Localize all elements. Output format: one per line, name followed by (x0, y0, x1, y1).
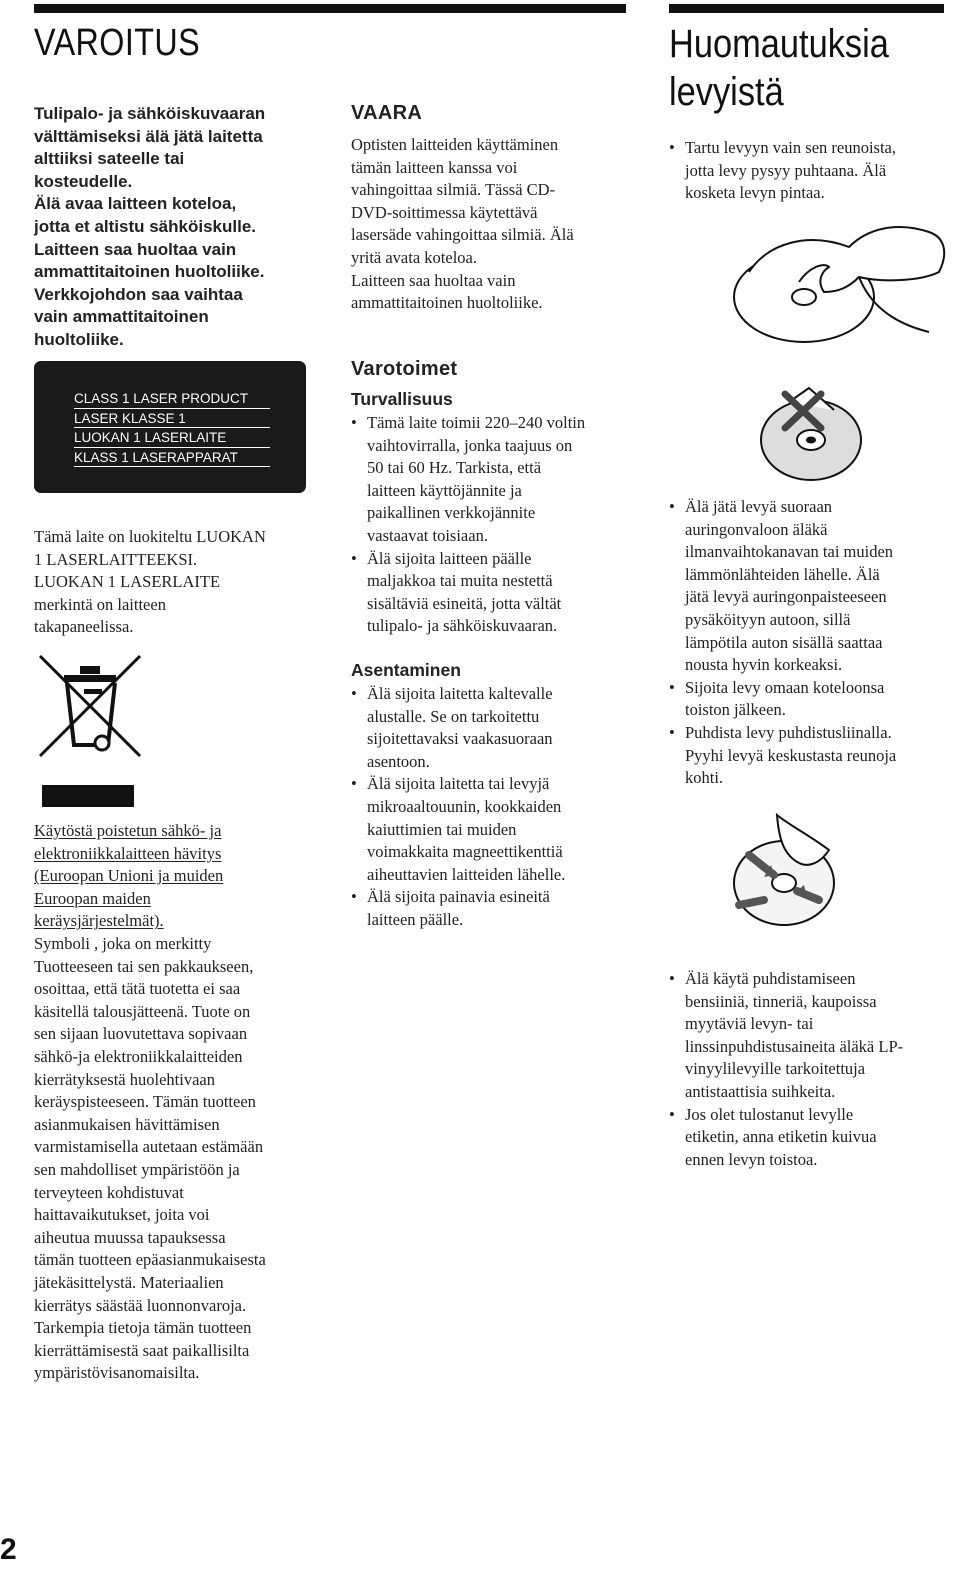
disc-note-item-line: toiston jälkeen. (685, 700, 786, 720)
disposal-body-line: kierrätyksestä huolehtivaan (34, 1069, 215, 1089)
disc-note-item-line: antistaattisia suihkeita. (685, 1081, 836, 1101)
disposal-body-line: Tuotteeseen tai sen pakkaukseen, (34, 956, 254, 976)
safety-item-line: tulipalo- ja sähköiskuvaaran. (367, 616, 558, 636)
vaara-line: ammattitaitoinen huoltoliike. (351, 293, 543, 313)
disc-note-item (669, 137, 949, 205)
bullet-icon: • (669, 138, 675, 157)
safety-item-line: 50 tai 60 Hz. Tarkista, että (367, 458, 542, 478)
disc-note-item-line: Jos olet tulostanut levylle (685, 1104, 854, 1124)
laser-class-text (34, 526, 324, 639)
disposal-body-line: osoittaa, että tätä tuotetta ei saa (34, 979, 241, 999)
safety-item-line: Tämä laite toimii 220–240 voltin (367, 413, 586, 432)
disc-note-item-line: vinyylilevyille tarkoitettuja (685, 1059, 866, 1079)
safety-item-line: vaihtovirralla, jonka taajuus on (367, 435, 573, 455)
disc-note-item (669, 496, 959, 677)
safety-item (351, 412, 651, 548)
installation-item-line: sijoitettavaksi vaakasuoraan (367, 729, 553, 749)
bullet-icon: • (351, 887, 357, 907)
warning-line: huoltoliike. (34, 329, 124, 349)
disposal-heading-line: elektroniikkalaitteen hävitys (34, 843, 222, 863)
disc-note-item-line: jätä levyä auringonpaisteeseen (685, 587, 887, 607)
disc-note-item-line: pysäköityyn autoon, sillä (685, 609, 851, 629)
warning-line: välttämiseksi älä jätä laitetta (34, 126, 263, 146)
top-rule-right (669, 4, 944, 13)
hand-holding-disc-illustration (729, 212, 959, 352)
bullet-icon: • (669, 969, 675, 988)
asentaminen-list (351, 683, 651, 932)
turvallisuus-title: Turvallisuus (351, 389, 453, 409)
safety-item-line: vastaavat toisiaan. (367, 525, 488, 545)
installation-item-line: aiheuttavien laitteiden lähelle. (367, 864, 566, 884)
disc-note-item-line: linssinpuhdistusaineita äläkä LP- (685, 1036, 904, 1056)
discs-list-c (669, 968, 959, 1171)
installation-item-line: mikroaaltouunin, kookkaiden (367, 796, 562, 816)
disposal-body-line: keräyspisteeseen. Tämän tuotteen (34, 1092, 256, 1112)
warning-line: Laitteen saa huoltaa vain (34, 239, 237, 259)
vaara-title: VAARA (351, 102, 423, 124)
disposal-body (34, 933, 334, 1385)
vaara-line: Optisten laitteiden käyttäminen (351, 135, 559, 154)
warning-line: Verkkojohdon saa vaihtaa (34, 284, 243, 304)
warning-line: alttiiksi sateelle tai (34, 149, 185, 169)
discs-title-line-1: Huomautuksia (669, 22, 889, 66)
top-rule-left (34, 4, 626, 13)
vaara-line: Laitteen saa huoltaa vain (351, 270, 516, 290)
laser-label-line: KLASS 1 LASERAPPARAT (74, 450, 270, 468)
disposal-body-line: aiheutua muussa tapauksessa (34, 1227, 226, 1247)
disposal-body-line: sen mahdolliset ympäristöön ja (34, 1159, 240, 1179)
bullet-icon: • (669, 677, 675, 697)
discs-title-line-2: levyistä (669, 70, 784, 114)
safety-item-line: laitteen käyttöjännite ja (367, 480, 522, 500)
disposal-body-line: ympäristövisanomaisilta. (34, 1363, 200, 1383)
vaara-text (351, 134, 641, 315)
laser-class-line: LUOKAN 1 LASERLAITE (34, 572, 221, 592)
disposal-heading (34, 820, 324, 933)
discs-title (669, 20, 889, 116)
disposal-body-line: tämän tuotteen epäasianmukaisesta (34, 1250, 266, 1270)
discs-list-b (669, 496, 959, 790)
disposal-body-line: käsitellä talousjätteenä. Tuote on (34, 1001, 251, 1021)
installation-item (351, 773, 651, 886)
laser-label-line: LUOKAN 1 LASERLAITE (74, 430, 270, 448)
installation-item-line: Älä sijoita painavia esineitä (367, 887, 550, 907)
disc-note-item (669, 677, 959, 722)
installation-item-line: laitteen päälle. (367, 909, 464, 929)
laser-label-line: LASER KLASSE 1 (74, 411, 270, 429)
disposal-body-line: kierrätys säästää luonnonvaroja. (34, 1295, 247, 1315)
disc-note-item-line: kohti. (685, 768, 724, 788)
installation-item-line: alustalle. Se on tarkoitettu (367, 706, 540, 726)
disc-note-item (669, 722, 959, 790)
disposal-body-line: terveyteen kohdistuvat (34, 1182, 184, 1202)
warning-line: ammattitaitoinen huoltoliike. (34, 262, 265, 282)
disc-note-item-line: ilmanvaihtokanavan tai muiden (685, 542, 894, 562)
disc-note-item (669, 1104, 959, 1172)
bullet-icon: • (669, 722, 675, 742)
disc-note-item-line: Älä jätä levyä suoraan (685, 497, 833, 516)
disc-note-item-line: kosketa levyn pintaa. (685, 183, 825, 203)
disc-note-item-line: nousta hyvin korkeaksi. (685, 655, 843, 675)
installation-item-line: kaiuttimien tai muiden (367, 819, 517, 839)
disc-note-item-line: Tartu levyyn vain sen reunoista, (685, 138, 896, 157)
dont-touch-disc-illustration (759, 380, 879, 490)
disc-note-item-line: Puhdista levy puhdistusliinalla. (685, 722, 892, 742)
disc-note-item-line: ennen levyn toistoa. (685, 1149, 818, 1169)
safety-item-line: sisältäviä esineitä, jotta vältät (367, 593, 562, 613)
safety-item-line: Älä sijoita laitteen päälle (367, 548, 532, 568)
disc-note-item (669, 968, 959, 1104)
wiping-disc-illustration (729, 805, 849, 950)
disposal-heading-line: Käytöstä poistetun sähkö- ja (34, 821, 222, 840)
bullet-icon: • (669, 1104, 675, 1124)
disc-note-item-line: etiketin, anna etiketin kuivua (685, 1127, 877, 1147)
bullet-icon: • (669, 497, 675, 516)
disc-note-item-line: jotta levy pysyy puhtaana. Älä (685, 160, 887, 180)
warning-line: kosteudelle. (34, 171, 133, 191)
disposal-body-line: haittavaikutukset, joita voi (34, 1205, 210, 1225)
bullet-icon: • (351, 684, 357, 703)
bullet-icon: • (351, 774, 357, 794)
installation-item-line: Älä sijoita laitetta kaltevalle (367, 684, 553, 703)
laser-class-line: takapaneelissa. (34, 617, 134, 637)
disc-note-item-line: Sijoita levy omaan koteloonsa (685, 677, 885, 697)
installation-item (351, 886, 651, 931)
vaara-line: yritä avata koteloa. (351, 247, 477, 267)
disposal-body-line: varmistamisella autetaan estämään (34, 1137, 264, 1157)
bullet-icon: • (351, 548, 357, 568)
crossed-bin-icon (36, 653, 144, 808)
disposal-body-line: asianmukaisen hävittämisen (34, 1114, 220, 1134)
disposal-body-line: sen sijaan luovutettava sopivaan (34, 1024, 248, 1044)
laser-label-inner (74, 391, 270, 469)
disposal-body-line: sähkö-ja elektroniikkalaitteiden (34, 1046, 243, 1066)
safety-item (351, 548, 651, 638)
installation-item (351, 683, 651, 773)
disposal-body-line: jätekäsittelystä. Materiaalien (34, 1272, 224, 1292)
vaara-line: DVD-soittimessa käytettävä (351, 202, 538, 222)
disc-note-item-line: bensiiniä, tinneriä, kaupoissa (685, 991, 877, 1011)
disc-note-item-line: lämmönlähteiden lähelle. Älä (685, 564, 880, 584)
installation-item-line: asentoon. (367, 751, 430, 771)
warning-line: Tulipalo- ja sähköiskuvaaran (34, 104, 266, 123)
varotoimet-title: Varotoimet (351, 358, 458, 380)
installation-item-line: voimakkaita magneettikenttiä (367, 842, 563, 862)
laser-class-line: merkintä on laitteen (34, 594, 166, 614)
warning-line: vain ammattitaitoinen (34, 307, 209, 327)
disposal-body-line: kierrättämisestä saat paikallisilta (34, 1340, 250, 1360)
disc-note-item-line: Pyyhi levyä keskustasta reunoja (685, 745, 897, 765)
disc-note-item-line: Älä käytä puhdistamiseen (685, 969, 856, 988)
laser-class-line: 1 LASERLAITTEEKSI. (34, 549, 198, 569)
page-title: VAROITUS (34, 22, 201, 64)
vaara-line: lasersäde vahingoittaa silmiä. Älä (351, 225, 574, 245)
vaara-line: vahingoittaa silmiä. Tässä CD- (351, 180, 556, 200)
safety-item-line: maljakkoa tai muita nestettä (367, 571, 553, 591)
installation-item-line: Älä sijoita laitetta tai levyjä (367, 774, 550, 794)
asentaminen-title: Asentaminen (351, 660, 461, 680)
disposal-body-line: Tarkempia tietoja tämän tuotteen (34, 1318, 252, 1338)
disposal-heading-line: keräysjärjestelmät). (34, 911, 164, 931)
page-number: 2 (0, 1533, 17, 1566)
disposal-heading-line: Euroopan maiden (34, 888, 151, 908)
bullet-icon: • (351, 413, 357, 432)
vaara-line: tämän laitteen kanssa voi (351, 157, 518, 177)
disposal-body-line: Symboli , joka on merkitty (34, 934, 212, 953)
laser-class-line: Tämä laite on luokiteltu LUOKAN (34, 527, 266, 546)
laser-class-label (34, 361, 306, 493)
disposal-heading-line: (Euroopan Unioni ja muiden (34, 866, 224, 886)
warning-line: jotta et altistu sähköiskulle. (34, 216, 257, 236)
disc-note-item-line: lämpötila auton sisällä saattaa (685, 632, 883, 652)
laser-label-line: CLASS 1 LASER PRODUCT (74, 391, 270, 409)
discs-list-a (669, 137, 949, 205)
warning-block (34, 103, 324, 352)
disc-note-item-line: myytäviä levyn- tai (685, 1014, 814, 1034)
safety-item-line: paikallinen verkkojännite (367, 503, 536, 523)
warning-line: Älä avaa laitteen koteloa, (34, 194, 237, 214)
disc-note-item-line: auringonvaloon äläkä (685, 519, 828, 539)
turvallisuus-list (351, 412, 651, 638)
